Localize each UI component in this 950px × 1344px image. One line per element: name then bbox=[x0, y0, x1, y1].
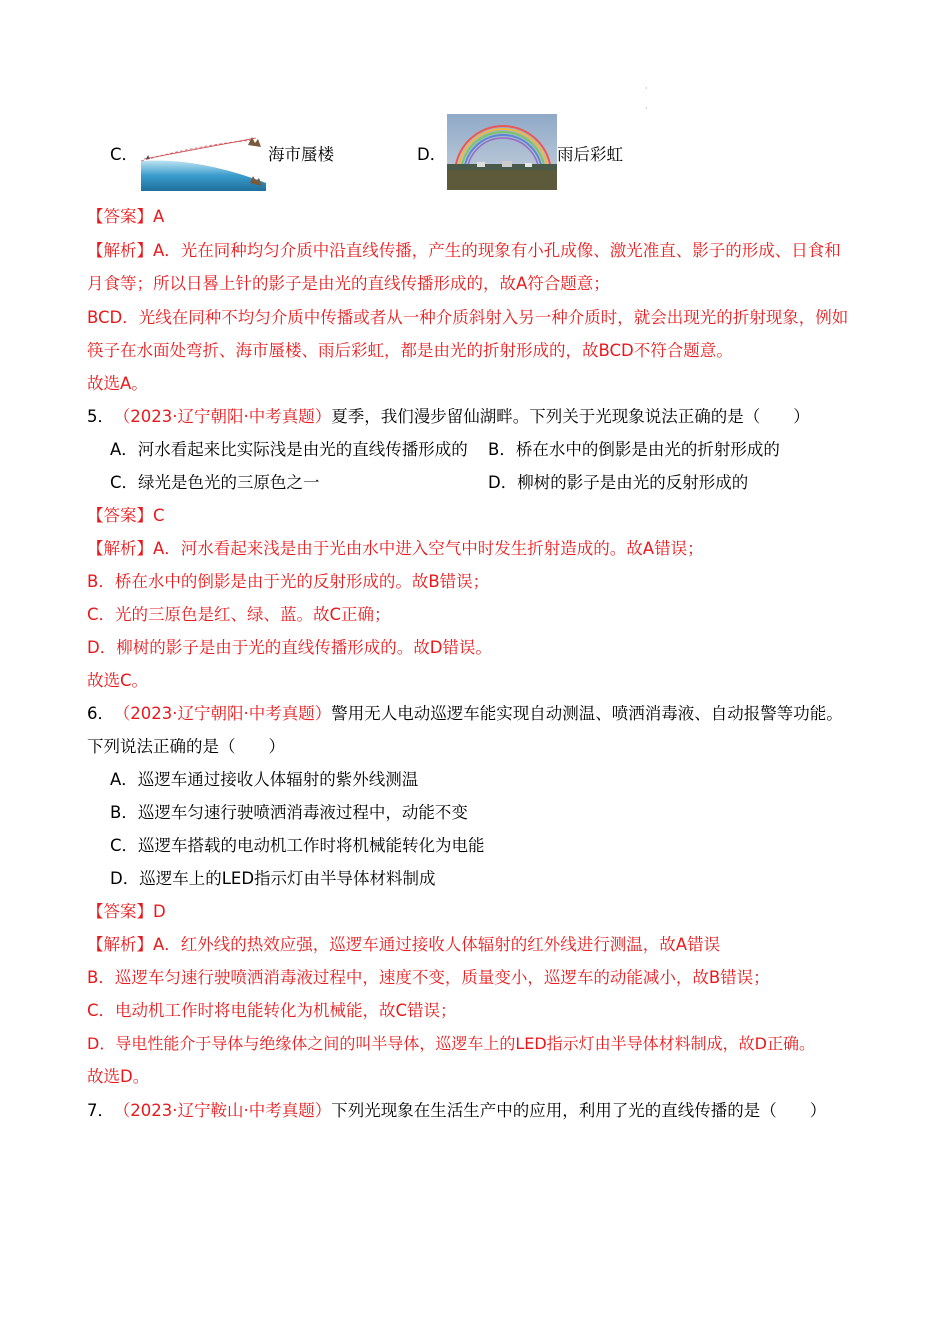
q7-number: 7． bbox=[87, 1101, 114, 1120]
q4-choose: 故选A。 bbox=[87, 374, 148, 393]
q4-analysis-line-3: BCD．光线在同种不均匀介质中传播或者从一种介质斜射入另一种介质时，就会出现光的折射现象，例如 bbox=[87, 308, 849, 327]
rainbow-image bbox=[447, 114, 557, 190]
q6-option-b: B．巡逻车匀速行驶喷洒消毒液过程中，动能不变 bbox=[110, 803, 468, 822]
option-d-letter: D． bbox=[417, 145, 447, 164]
q6-option-c: C．巡逻车搭载的电动机工作时将机械能转化为电能 bbox=[110, 836, 485, 855]
q6-analysis-line-2: B．巡逻车匀速行驶喷洒消毒液过程中，速度不变，质量变小，巡逻车的动能减小，故B错误； bbox=[87, 968, 770, 987]
q5-answer: 【答案】C bbox=[87, 506, 165, 525]
q5-analysis-line-1: 【解析】A．河水看起来浅是由于光由水中进入空气中时发生折射造成的。故A错误； bbox=[87, 539, 704, 558]
q5-option-a: A．河水看起来比实际浅是由光的直线传播形成的 bbox=[110, 440, 468, 459]
q6-number: 6． bbox=[87, 704, 114, 723]
page-marks: · · bbox=[645, 84, 648, 113]
q4-analysis-line-4: 筷子在水面处弯折、海市蜃楼、雨后彩虹，都是由光的折射形成的，故BCD不符合题意。 bbox=[87, 341, 733, 360]
q5-analysis-line-4: D．柳树的影子是由于光的直线传播形成的。故D错误。 bbox=[87, 638, 492, 657]
q6-option-d: D．巡逻车上的LED指示灯由半导体材料制成 bbox=[110, 869, 436, 888]
q6-analysis-line-3: C．电动机工作时将电能转化为机械能，故C错误； bbox=[87, 1001, 457, 1020]
q7-stem: 下列光现象在生活生产中的应用，利用了光的直线传播的是（ ） bbox=[331, 1101, 827, 1120]
q6-stem: 警用无人电动巡逻车能实现自动测温、喷洒消毒液、自动报警等功能。 bbox=[331, 704, 843, 723]
q7-stem-line bbox=[87, 1100, 826, 1122]
q6-option-a: A．巡逻车通过接收人体辐射的紫外线测温 bbox=[110, 770, 419, 789]
q6-choose: 故选D。 bbox=[87, 1067, 150, 1086]
q6-answer: 【答案】D bbox=[87, 902, 166, 921]
q5-source: （2023·辽宁朝阳·中考真题） bbox=[122, 407, 332, 426]
q6-analysis-line-4: D．导电性能介于导体与绝缘体之间的叫半导体，巡逻车上的LED指示灯由半导体材料制成，故D正确。 bbox=[87, 1034, 815, 1053]
q5-number: 5． bbox=[87, 407, 114, 426]
q5-option-b: B．桥在水中的倒影是由光的折射形成的 bbox=[488, 440, 780, 459]
q6-analysis-line-1: 【解析】A．红外线的热效应强，巡逻车通过接收人体辐射的红外线进行测温，故A错误 bbox=[87, 935, 721, 954]
q5-option-c: C．绿光是色光的三原色之一 bbox=[110, 473, 320, 492]
q5-analysis-line-3: C．光的三原色是红、绿、蓝。故C正确； bbox=[87, 605, 391, 624]
q6-stem-line bbox=[87, 703, 843, 725]
q5-choose: 故选C。 bbox=[87, 671, 149, 690]
q5-option-d: D．柳树的影子是由光的反射形成的 bbox=[488, 473, 749, 492]
option-d-label: 雨后彩虹 bbox=[557, 145, 623, 164]
q5-stem: 夏季，我们漫步留仙湖畔。下列关于光现象说法正确的是（ ） bbox=[331, 407, 810, 426]
q4-analysis-line-2: 月食等；所以日晷上针的影子是由光的直线传播形成的，故A符合题意； bbox=[87, 274, 610, 293]
q4-answer: 【答案】A bbox=[87, 207, 165, 226]
q6-source: （2023·辽宁朝阳·中考真题） bbox=[122, 704, 332, 723]
q5-stem-line bbox=[87, 406, 810, 428]
q6-stem-line-2: 下列说法正确的是（ ） bbox=[87, 737, 285, 756]
q4-analysis-line-1: 【解析】A．光在同种均匀介质中沿直线传播，产生的现象有小孔成像、激光准直、影子的形成、日食和 bbox=[87, 241, 841, 260]
option-c-label: 海市蜃楼 bbox=[268, 145, 334, 164]
mirage-image bbox=[138, 135, 268, 191]
q7-source: （2023·辽宁鞍山·中考真题） bbox=[122, 1101, 332, 1120]
option-c-letter: C． bbox=[110, 145, 139, 164]
q5-analysis-line-2: B．桥在水中的倒影是由于光的反射形成的。故B错误； bbox=[87, 572, 490, 591]
